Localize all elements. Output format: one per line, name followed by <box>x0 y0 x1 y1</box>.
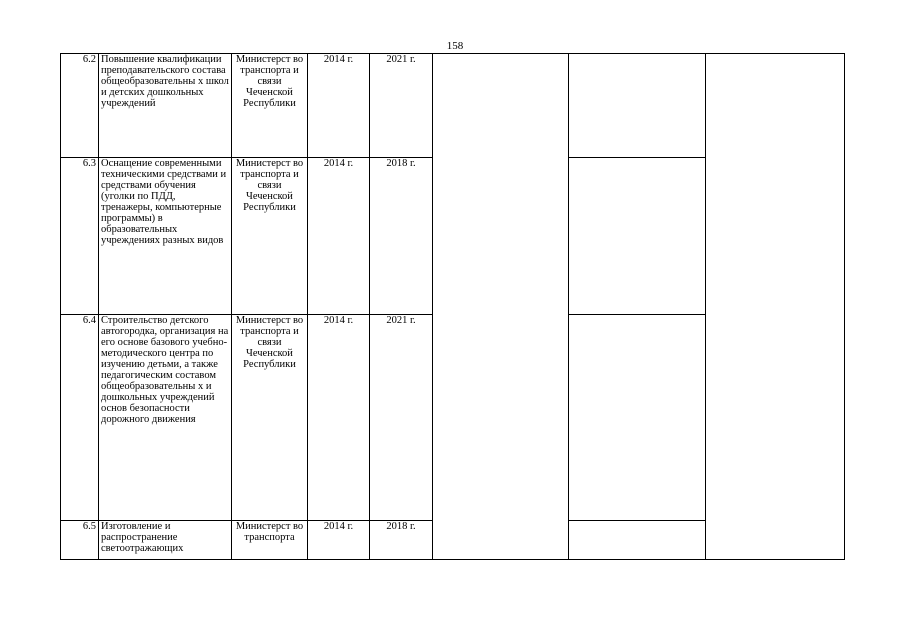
empty-cell <box>569 521 706 560</box>
table-row <box>61 54 845 158</box>
empty-cell <box>569 54 706 158</box>
measure-name: Оснащение современными техническими средствами и средствами обучения (уголки по ПДД, тренажеры, компьютерные программы) в образовательных учреждениях разных видов <box>99 158 232 315</box>
end-year: 2018 г. <box>370 521 433 560</box>
empty-cell-merged <box>433 54 569 560</box>
start-year: 2014 г. <box>308 521 370 560</box>
row-number: 6.3 <box>61 158 99 315</box>
executor: Министерст во транспорта <box>232 521 308 560</box>
end-year: 2021 г. <box>370 54 433 158</box>
executor: Министерст во транспорта и связи Чеченской Республики <box>232 54 308 158</box>
measure-name: Повышение квалификации преподавательского состава общеобразовательны х школ и детских дошкольных учреждений <box>99 54 232 158</box>
row-number: 6.5 <box>61 521 99 560</box>
empty-cell <box>569 315 706 521</box>
end-year: 2018 г. <box>370 158 433 315</box>
start-year: 2014 г. <box>308 54 370 158</box>
start-year: 2014 г. <box>308 315 370 521</box>
empty-cell <box>569 158 706 315</box>
executor: Министерст во транспорта и связи Чеченской Республики <box>232 315 308 521</box>
row-number: 6.2 <box>61 54 99 158</box>
start-year: 2014 г. <box>308 158 370 315</box>
measure-name: Изготовление и распространение светоотражающих <box>99 521 232 560</box>
program-table <box>60 53 845 560</box>
row-number: 6.4 <box>61 315 99 521</box>
end-year: 2021 г. <box>370 315 433 521</box>
empty-cell-merged <box>706 54 845 560</box>
measure-name: Строительство детского автогородка, организация на его основе базового учебно- методического центра по изучению детьми, а также педагогическим составом общеобразовательны х и дошкольных учреждений основ безопасности дорожного движения <box>99 315 232 521</box>
page-number: 158 <box>446 40 464 52</box>
executor: Министерст во транспорта и связи Чеченской Республики <box>232 158 308 315</box>
